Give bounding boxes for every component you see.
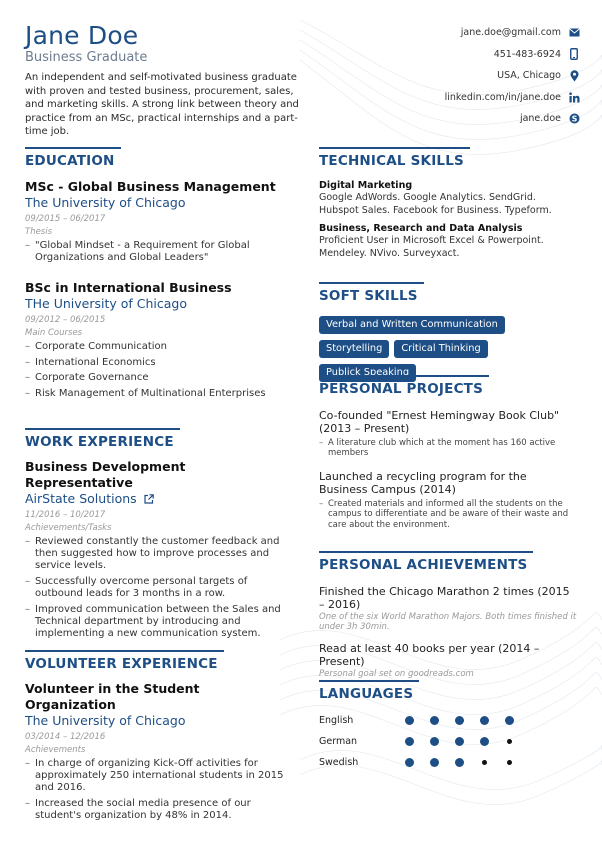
school-name: THe University of Chicago [25,295,187,311]
education-bullets [25,341,287,400]
level-dot-filled [397,716,422,725]
section-title-volunteer: VOLUNTEER EXPERIENCE [25,650,224,672]
svg-text:S: S [571,114,577,124]
level-dot-filled [472,716,497,725]
technical-skills-section [319,147,577,266]
volunteer-position: Volunteer in the Student Organization [25,681,200,712]
language-list [319,710,577,773]
skill-tag: Publick Speaking [319,364,416,382]
achievement-title: Read at least 40 books per year (2014 – Present) [319,641,540,668]
section-title-soft: SOFT SKILLS [319,282,424,304]
language-level-dots [397,737,522,746]
soft-skill-tags [319,316,577,382]
contact-email-text: jane.doe@gmail.com [460,27,561,39]
language-row [319,752,577,773]
section-title-technical: TECHNICAL SKILLS [319,147,470,169]
level-dot-filled [472,737,497,746]
level-dot-filled [397,737,422,746]
soft-skills-section [319,282,577,382]
position-title: Business Development Representative [25,459,186,490]
skill-tag: Storytelling [319,340,389,358]
level-dot-empty [472,760,497,765]
map-pin-icon [568,70,580,82]
level-dot-empty [497,739,522,744]
external-link-icon[interactable] [144,494,154,504]
contact-list [340,22,580,130]
language-name: German [319,736,358,747]
language-name: Swedish [319,757,359,768]
candidate-role: Business Graduate [25,50,148,65]
language-level-dots [397,758,522,767]
project-bullets [319,499,577,530]
list-item: – Risk Management of Multinational Enterprises [25,388,287,400]
section-title-work: WORK EXPERIENCE [25,428,180,450]
skill-group-body: Proficient User in Microsoft Excel & Powerpoint. Mendeley. NVivo. Surveyxact. [319,235,544,259]
list-item: – In charge of organizing Kick-Off activities for approximately 250 international students in 2015 and 2016. [25,758,287,795]
level-dot-filled [422,737,447,746]
language-name: English [319,715,354,726]
language-level-dots [397,716,522,725]
section-title-education: EDUCATION [25,147,121,169]
skill-tag: Verbal and Written Communication [319,316,505,334]
contact-skype[interactable] [340,108,580,130]
level-dot-filled [422,758,447,767]
volunteer-bullets [25,758,287,823]
project-item [319,409,577,459]
skill-group-body: Google AdWords. Google Analytics. SendGrid. Hubspot Sales. Facebook for Business. Typeform. [319,192,552,216]
language-row [319,731,577,752]
achievement-title: Finished the Chicago Marathon 2 times (2015 – 2016) [319,585,570,611]
section-title-achievements: PERSONAL ACHIEVEMENTS [319,551,533,573]
skype-icon [568,113,580,125]
education-bullets [25,240,287,264]
achievement-note: Personal goal set on goodreads.com [319,668,474,679]
education-subheading: Thesis [25,227,53,237]
project-title: Launched a recycling program for the Business Campus (2014) [319,469,527,496]
contact-email[interactable] [340,22,580,44]
skill-group-heading: Digital Marketing [319,180,413,191]
list-item: – Improved communication between the Sales and Technical department by introducing and implementing a new communication system. [25,604,287,641]
level-dot-filled [497,716,522,725]
list-item: – "Global Mindset - a Requirement for Global Organizations and Global Leaders" [25,240,287,264]
education-section [25,147,287,404]
level-dot-filled [422,716,447,725]
section-title-projects: PERSONAL PROJECTS [319,375,489,397]
phone-icon [568,48,580,60]
degree-title: MSc - Global Business Management [25,179,276,194]
volunteer-section [25,650,287,826]
volunteer-dates: 03/2014 – 12/2016 [25,732,106,742]
education-dates: 09/2012 – 06/2015 [25,314,106,325]
work-bullets [25,536,287,641]
level-dot-filled [447,737,472,746]
skill-tag: Critical Thinking [394,340,487,358]
section-title-languages: LANGUAGES [319,680,419,702]
contact-location-text: USA, Chicago [497,70,561,82]
achievements-section [319,551,577,679]
achievement-item [319,642,577,679]
contact-linkedin-text: linkedin.com/in/jane.doe [444,91,561,103]
contact-phone[interactable] [340,44,580,66]
contact-location [340,65,580,87]
volunteer-subheading: Achievements [25,745,86,755]
list-item: – Corporate Communication [25,341,287,353]
volunteer-org: The University of Chicago [25,713,186,728]
list-item: – Created materials and informed all the students on the campus to differentiate and be aware of their waste and care about the environment. [319,499,577,530]
level-dot-filled [447,758,472,767]
education-subheading: Main Courses [25,327,83,338]
volunteer-entry [25,681,287,823]
work-subheading: Achievements/Tasks [25,523,112,533]
skill-group-heading: Business, Research and Data Analysis [319,223,523,234]
school-name: The University of Chicago [25,195,186,210]
contact-linkedin[interactable] [340,87,580,109]
level-dot-filled [447,716,472,725]
envelope-icon [568,27,580,39]
work-dates: 11/2016 – 10/2017 [25,510,106,520]
education-entry [25,179,287,264]
list-item: – Corporate Governance [25,372,287,384]
project-title: Co-founded "Ernest Hemingway Book Club" (2013 – Present) [319,409,560,435]
company-row [25,491,287,507]
achievement-note: One of the six World Marathon Majors. Both times finished it under 3h 30min. [319,612,577,633]
linkedin-icon [568,91,580,103]
level-dot-empty [497,760,522,765]
education-entry [25,280,287,400]
project-item [319,470,577,530]
language-row [319,710,577,731]
work-entry [25,459,287,641]
level-dot-filled [397,758,422,767]
list-item: – Increased the social media presence of our student's organization by 48% in 2014. [25,798,287,822]
candidate-name: Jane Doe [25,21,139,50]
achievement-item [319,585,577,633]
work-section [25,428,287,644]
list-item: – A literature club which at the moment has 160 active members [319,438,577,459]
summary-text: An independent and self-motivated business graduate with proven and tested business, procurement, sales, and marketing skills. A strong link between theory and practice from an MSc, practical internships and a part-time job. [25,72,299,138]
degree-title: BSc in International Business [25,279,232,295]
languages-section [319,680,577,773]
project-bullets [319,438,577,459]
list-item: – International Economics [25,357,287,369]
contact-phone-text: 451-483-6924 [493,48,561,60]
list-item: – Successfully overcome personal targets of outbound leads for 3 months in a row. [25,576,287,600]
contact-skype-text: jane.doe [519,113,561,125]
company-name: AirState Solutions [25,491,137,506]
projects-section [319,375,577,530]
education-dates: 09/2015 – 06/2017 [25,214,106,224]
list-item: – Reviewed constantly the customer feedback and then suggested how to improve processes and service levels. [25,536,287,573]
